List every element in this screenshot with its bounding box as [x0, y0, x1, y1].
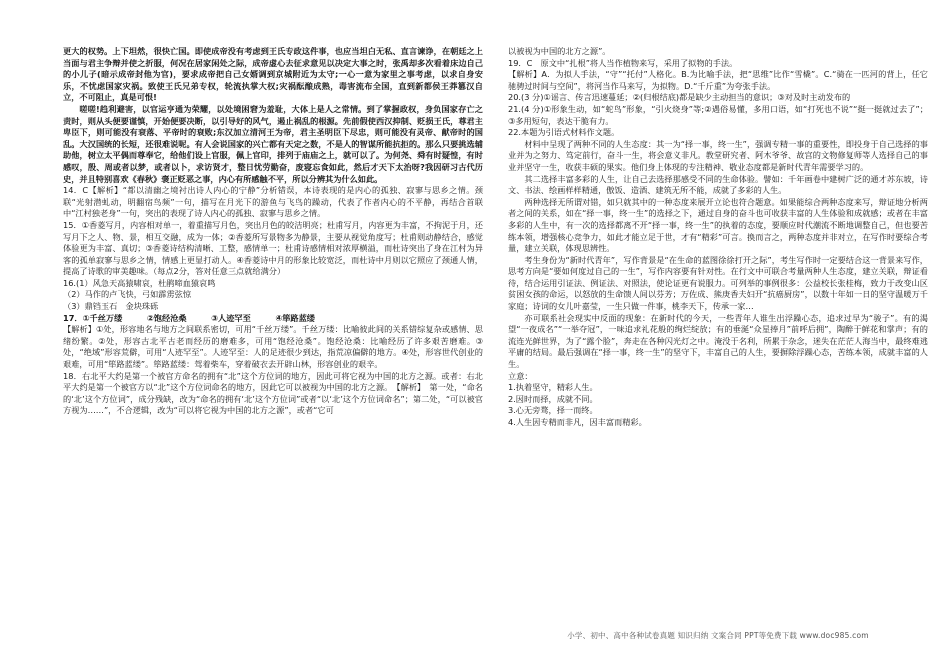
paragraph: 17．①千丝万缕 ②饱经沧桑 ③人迹罕至 ④筚路蓝缕 — [63, 312, 315, 323]
paragraph: 14．C【解析】“都以清幽之境衬出诗人内心的宁静”分析错误，本诗表现的是内心的孤独、寂寥与思乡之情。颈联“光射潜虬动，明翻宿鸟频”一句，描写在月光下的游鱼与飞鸟的躁动，代表了作者内心的不平静，再结合首联中“江村独老身”一句，突出的表现了诗人内心的孤独、寂寥与思乡之情。 — [63, 185, 483, 219]
page-footer: 小学、初中、高中各种试卷真题 知识归纳 文案合同 PPT等免费下载 www.doc985.com — [567, 631, 869, 640]
paragraph: 1.执着坚守，精彩人生。 — [508, 382, 598, 393]
paragraph: 16.(1）风急天高猿啸哀，杜鹃啼血猿哀鸣 — [63, 277, 216, 288]
left-column — [63, 46, 483, 616]
paragraph: 两种选择无所谓对错，如只就其中的一种态度来展开立论也符合题意。如果能综合两种态度来写，辩证地分析两者之间的关系，如在“择一事，终一生”的选择之下，通过自身的奋斗也可收获丰富的人生体验和成就感；或者在丰富多彩的人生中，有一次的选择都离不开“择一事，终一生”的执着的态度，要顺应时代潮流不断地调整自己，但也要苦练本领，增强核心竞争力，如此才能立足于世，才有“精彩”可言。换而言之，两种态度并非对立，在写作时要综合考量，建立关联，体现思辨性。 — [508, 196, 928, 254]
paragraph: 4.人生因专精而非凡，因丰富而精彩。 — [508, 417, 647, 427]
paragraph: 亦可联系社会现实中反面的现象：在新时代的今天，一些青年人谁生出浮躁心态，追求过早为“骏子”。有的渴望“一夜成名”“一举夺冠”，一味追求礼花般的绚烂绽放；有的垂涎“众星捧月”前呼后拥”，陶醉于鲜花和掌声；有的流连光鲜世界，为了“露个脸”，奔走在各种闪光灯之中。淹没于名利，所累于杂念，迷失在茫茫人海当中，最终难逃平庸的结局。最后强调在“择一事，终一生”的坚守下，丰富自己的人生，要摒除浮躁心态，苦练本领，成就丰富的人生。 — [508, 312, 928, 370]
paragraph: 其二选择丰富多彩的人生，让自己去选择那感受不同的生命体验。譬如：千年画卷中建树广泛的通才苏东坡，诗文、书法、绘画样样精通，傲饭、造酒、建筑无所不能，成就了多彩的人生。 — [508, 173, 928, 196]
paragraph: 考生身份为“新时代青年”，写作背景是“在生命的蓝图徐徐打开之际”，考生写作时一定要结合这一背景来写作，思考方向是“要如何度过自己的一生”，写作内容要有针对性。在行文中可联合考量两种人生态度，建立关联，辩证看待，结合运用引证法、例证法、对照法，使论证更有说服力。可列举的事例很多：公益校长张桂梅，致力于改变山区贫困女孩的命运，以怒放的生命馈人间以芬芳；万佐成、熊庚香夫妇开“抗癌厨房”，以数十年如一日的坚守温暖万千家庭；诗词的女儿叶嘉莹，一生只做一件事，桃李天下，传承一家… — [508, 254, 928, 312]
paragraph: （2）马作的卢飞快，弓如霹雳弦惊 — [63, 289, 192, 300]
paragraph: 材料中呈现了两种不同的人生态度：其一为“择一事，终一生”，强调专精一事的重要性，即投身于自己选择的事业并为之努力、笃定前行，奋斗一生，将会意义非凡。教堂研究者、阿木爷爷、故宫的文物修复师等人选择自己的事业并坚守一生，收获丰硕的果实。他们身上体现的专注精神、敬业态度都是新时代青年需要学习的。 — [508, 138, 928, 172]
paragraph: 3.心无旁骛，择一而终。 — [508, 405, 598, 416]
paragraph: 15．①香菱写月，内容相对单一，着重描写月色，突出月色的皎洁明亮；杜甫写月，内容更为丰富，不拘泥于月，还写月下之人、物、景，相互交融，成为一体；②香菱所写景物多为静景，主要从视觉角度写；杜甫则动静结合，感觉体验更为丰富、真切；③香菱诗结构清晰、工整，感情单一；杜甫诗感情相对浓厚横溢，而杜诗突出了身在江村为异客的孤单寂寥与思乡之情，情感上更显打动人。④香菱诗中月的形象比较宽泛，而杜诗中月则以它照应了颈通人情，提高了诗歌的审美趣味。（每点2分，答对任意三点就给满分） — [63, 219, 483, 277]
paragraph: 嗟嗟!趋利避害，以官运亨通为荣耀，以处境困窘为羞耻，大体上是人之常情。到了掌握政权，身负国家存亡之责时，则从头便要谨慎，开始便要决断，以引导好的风气，遏止祸乱的根源。先前假使西汉抑制、贬损王氏，尊君主卑臣下，则可能没有衰落、平帝时的衰败;东汉加立清河王为帝，君主圣明臣下尽忠，则可能没有灵帝、献帝时的国乱。大汉国统的长短，还很难说呢。有人会说国家的兴亡都有天定之数，不是人的智谋所能抗拒的。那么只要挑选辅助他，树立太平偶而尊奉它，给他们设上官服，佩上官印，排列于庙庙之上，就可以了。为何尧、舜有时疑惶，有时感叹，殷、周或者以梦，或者以卜，求访贤才，整日忧劳勤奋，废寝忘食如此，然后才天下太治呀?我因研习古代历史，并且特别喜欢《春秋》褒正贬恶之事，内心有所感触不平，所以分辨其为什么如此。 — [63, 103, 483, 184]
paragraph: 2.因时而择，成就不同。 — [508, 393, 598, 404]
paragraph: 【解析】A．为拟人手法，“守”“托付”人格化。B.为比喻手法，把“思维”比作“雪橇”。C.“骑在一匹河的背上，任它驰骋过时间与空间”，将河当作马来写，为拟物。D.“千斤重”为夸张手法。 — [508, 69, 928, 91]
paragraph: 18．右北平大约是第一个被官方命名的拥有“北”这个方位词的地方，因此可将它视为中国的北方之源。或者：右北平大约是第一个被官方以“北”这个方位词命名的地方，因此它可以被视为中国的北方之源。 【解析】 第一处，“命名的‘北’这个方位词”，成分残缺，改为“命名的拥有‘北’这个方位词”或者“以‘北’这个方位词命名”；第二处，“可以被官方视为……”，不合逻辑，改为“可以将它视为中国的北方之源”，或者“它可 — [63, 370, 483, 416]
paragraph: 21.(4 分)①形象生动，如“蛇鸟”形象，“引火烧身”等;②遇俗易懂，多用口语，如“打死也不说”“挺一挺就过去了”；③多用短句，表达干脆有力。 — [508, 103, 928, 126]
paragraph: 更大的权势。上下坦然，很快亡国。即使成帝没有考虑到王氏专政这件事，也应当坦白无私、直言谏诤，在朝廷之上当面与君主争辩并使之折服，何况在居家闲处之际，成帝虚心去征求意见以决定大事之时，张禹却多次看着床边自己的小儿子(暗示成帝封他为官)，要求成帝把自己女婿调到京城附近为太守;一心一意为家里之事考虑，以求自身安乐，不忧虑国家灾祸。致使王氏兄弟专权，轮流执掌大权;灾祸酝酿成熟，毒害流布全国，直到新都侯王莽篡汉自立，不可阻止，真是可恨! — [63, 46, 483, 103]
paragraph: （3）鼎铛玉石 金块珠砾 — [63, 301, 159, 312]
right-column — [508, 46, 928, 616]
paragraph: 立意： — [508, 370, 533, 381]
paragraph: 20.(3 分)①谣言、传言迅速蔓延；②(归根结底)都是缺少主动担当的意识；③对及时主动发布的 — [508, 92, 851, 103]
paragraph: 22.本题为引语式材料作文题。 — [508, 127, 620, 138]
paragraph: 19．C 原文中“扎根”将人当作植物来写，采用了拟物的手法。 — [508, 57, 738, 68]
paragraph: 【解析】①处，形容地名与地方之间联系密切，可用“千丝万缕”。千丝万缕：比喻彼此间的关系错综复杂或感情、思绪纷繁。②处，形容古北平古老而经历的磨难多，可用“饱经沧桑”。饱经沧桑：比喻经历了许多艰苦磨难。③处，“绝域”形容荒僻，可用“人迹罕至”。人迹罕至：人的足迹很少到达，指荒凉偏僻的地方。④处，形容世代创业的艰难，可用“筚路蓝缕”。筚路蓝缕：驾着柴车，穿着破衣去开辟山林，形容创业的艰辛。 — [63, 324, 483, 370]
paragraph: 以被视为中国的北方之源”。 — [508, 46, 611, 56]
